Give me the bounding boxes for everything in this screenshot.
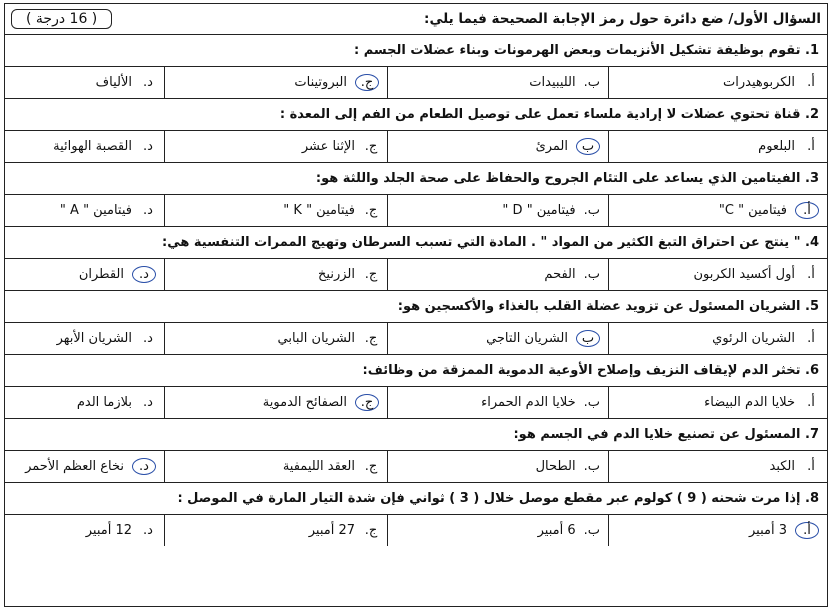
options-row xyxy=(5,323,827,355)
answer-option[interactable] xyxy=(387,259,608,290)
circled-option-letter[interactable]: ج. xyxy=(355,74,379,91)
answer-option[interactable] xyxy=(5,195,164,226)
circled-option-letter[interactable]: ب xyxy=(576,330,600,347)
option-text: الشريان الرئوي xyxy=(712,331,795,346)
option-text: الصفائح الدموية xyxy=(262,395,347,410)
section-header xyxy=(5,4,827,35)
circled-option-letter[interactable]: ب xyxy=(576,138,600,155)
option-letter[interactable]: أ. xyxy=(807,331,815,346)
answer-option[interactable] xyxy=(387,323,608,354)
option-letter[interactable]: ج. xyxy=(364,459,378,474)
option-letter[interactable]: ج. xyxy=(364,139,378,154)
option-letter[interactable]: د. xyxy=(143,331,153,346)
option-letter[interactable]: ج. xyxy=(364,267,378,282)
answer-option[interactable] xyxy=(387,515,608,546)
option-text: أول أكسيد الكربون xyxy=(693,267,795,282)
answer-option[interactable] xyxy=(5,259,164,290)
option-text: الإثنا عشر xyxy=(301,139,355,154)
answer-option[interactable] xyxy=(5,131,164,162)
circled-option-letter[interactable]: أ. xyxy=(795,202,819,219)
circled-option-letter[interactable]: أ. xyxy=(795,522,819,539)
answer-option[interactable] xyxy=(608,131,827,162)
option-letter[interactable]: د. xyxy=(143,203,153,218)
option-text: الزرنيخ xyxy=(318,267,355,282)
answer-option[interactable] xyxy=(5,451,164,482)
exam-sheet xyxy=(4,3,828,607)
answer-option[interactable] xyxy=(608,67,827,98)
answer-option[interactable] xyxy=(164,323,387,354)
answer-option[interactable] xyxy=(608,259,827,290)
options-row xyxy=(5,195,827,227)
grade-box: ( 16 درجة ) xyxy=(11,9,112,29)
option-text: الكبد xyxy=(769,459,795,474)
option-letter[interactable]: ج. xyxy=(364,203,378,218)
option-text: فيتامين " D " xyxy=(502,203,576,218)
option-letter[interactable]: أ. xyxy=(807,75,815,90)
question-text: 1. تقوم بوظيفة تشكيل الأنزيمات وبعض الهرمونات وبناء عضلات الجسم : xyxy=(5,35,827,67)
option-text: العقد الليمفية xyxy=(282,459,355,474)
answer-option[interactable] xyxy=(164,131,387,162)
option-letter[interactable]: أ. xyxy=(807,267,815,282)
circled-option-letter[interactable]: د. xyxy=(132,458,156,475)
option-letter[interactable]: د. xyxy=(143,139,153,154)
answer-option[interactable] xyxy=(5,67,164,98)
option-text: البلعوم xyxy=(758,139,795,154)
option-text: الفحم xyxy=(544,267,576,282)
option-letter[interactable]: ب. xyxy=(583,267,600,282)
option-text: 12 أمبير xyxy=(85,523,132,538)
questions-list xyxy=(5,35,827,546)
option-text: فيتامين " K " xyxy=(283,203,355,218)
circled-option-letter[interactable]: د. xyxy=(132,266,156,283)
question-text: 8. إذا مرت شحنه ( 9 ) كولوم عبر مقطع موصل خلال ( 3 ) ثواني فإن شدة التيار المارة في الموصل : xyxy=(5,483,827,515)
answer-option[interactable] xyxy=(164,451,387,482)
option-text: خلايا الدم الحمراء xyxy=(481,395,576,410)
question-text: 4. " ينتج عن احتراق التبغ الكثير من المواد " . المادة التي تسبب السرطان وتهيج الممرات التنفسية هي: xyxy=(5,227,827,259)
option-text: القصبة الهوائية xyxy=(53,139,132,154)
answer-option[interactable] xyxy=(164,195,387,226)
answer-option[interactable] xyxy=(608,451,827,482)
answer-option[interactable] xyxy=(387,67,608,98)
option-text: الشريان البابي xyxy=(277,331,355,346)
options-row xyxy=(5,515,827,546)
option-letter[interactable]: ب. xyxy=(583,75,600,90)
option-text: بلازما الدم xyxy=(76,395,132,410)
option-letter[interactable]: ج. xyxy=(364,331,378,346)
option-letter[interactable]: ب. xyxy=(583,459,600,474)
answer-option[interactable] xyxy=(387,451,608,482)
answer-option[interactable] xyxy=(387,195,608,226)
option-letter[interactable]: ب. xyxy=(583,395,600,410)
option-letter[interactable]: أ. xyxy=(807,459,815,474)
option-text: الكربوهيدرات xyxy=(723,75,795,90)
option-letter[interactable]: أ. xyxy=(807,139,815,154)
option-text: نخاع العظم الأحمر xyxy=(25,459,124,474)
option-text: 3 أمبير xyxy=(748,523,787,538)
option-text: فيتامين " A " xyxy=(59,203,132,218)
question-text: 5. الشريان المسئول عن تزويد عضلة القلب بالغذاء والأكسجين هو: xyxy=(5,291,827,323)
option-text: الشريان الأبهر xyxy=(56,331,132,346)
answer-option[interactable] xyxy=(164,259,387,290)
options-row xyxy=(5,131,827,163)
options-row xyxy=(5,451,827,483)
question-text: 6. تخثر الدم لإيقاف النزيف وإصلاح الأوعية الدموية الممزقة من وظائف: xyxy=(5,355,827,387)
option-text: 6 أمبير xyxy=(537,523,576,538)
question-text: 7. المسئول عن تصنيع خلايا الدم في الجسم هو: xyxy=(5,419,827,451)
answer-option[interactable] xyxy=(5,387,164,418)
answer-option[interactable] xyxy=(5,515,164,546)
option-text: البروتينات xyxy=(294,75,347,90)
question-text: 3. الفيتامين الذي يساعد على التئام الجروح والحفاظ على صحة الجلد واللثة هو: xyxy=(5,163,827,195)
option-text: الطحال xyxy=(535,459,576,474)
options-row xyxy=(5,387,827,419)
option-letter[interactable]: د. xyxy=(143,395,153,410)
options-row xyxy=(5,67,827,99)
answer-option[interactable] xyxy=(387,387,608,418)
answer-option[interactable] xyxy=(5,323,164,354)
answer-option[interactable] xyxy=(164,67,387,98)
answer-option[interactable] xyxy=(387,131,608,162)
section-title: السؤال الأول/ ضع دائرة حول رمز الإجابة الصحيحة فيما يلي: xyxy=(424,11,821,27)
option-text: 27 أمبير xyxy=(308,523,355,538)
answer-option[interactable] xyxy=(164,515,387,546)
option-letter[interactable]: ج. xyxy=(364,523,378,538)
option-letter[interactable]: د. xyxy=(143,523,153,538)
option-letter[interactable]: ب. xyxy=(583,203,600,218)
option-letter[interactable]: د. xyxy=(143,75,153,90)
option-text: الألياف xyxy=(95,75,132,90)
circled-option-letter[interactable]: ج. xyxy=(355,394,379,411)
options-row xyxy=(5,259,827,291)
option-text: الشريان التاجي xyxy=(486,331,568,346)
option-letter[interactable]: أ. xyxy=(807,395,815,410)
option-text: فيتامين " C" xyxy=(718,203,787,218)
option-text: خلايا الدم البيضاء xyxy=(704,395,795,410)
question-text: 2. قناة تحتوي عضلات لا إرادية ملساء تعمل على توصيل الطعام من الفم إلى المعدة : xyxy=(5,99,827,131)
answer-option[interactable] xyxy=(608,515,827,546)
answer-option[interactable] xyxy=(608,323,827,354)
option-text: الليبيدات xyxy=(529,75,576,90)
option-text: القطران xyxy=(78,267,124,282)
answer-option[interactable] xyxy=(608,195,827,226)
answer-option[interactable] xyxy=(164,387,387,418)
answer-option[interactable] xyxy=(608,387,827,418)
option-text: المرئ xyxy=(535,139,568,154)
option-letter[interactable]: ب. xyxy=(583,523,600,538)
